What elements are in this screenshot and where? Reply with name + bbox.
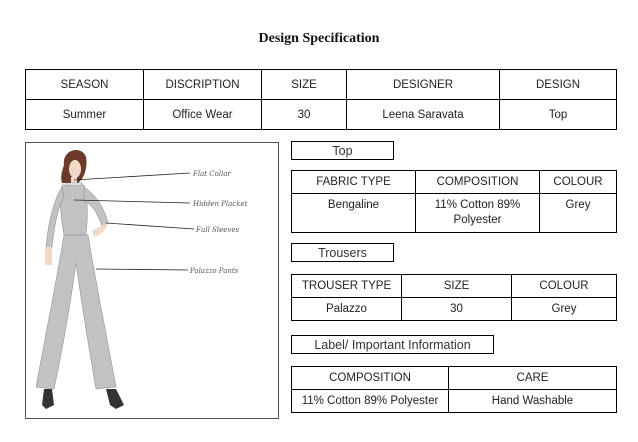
header-composition: COMPOSITION: [292, 367, 449, 390]
figure-sketch: [26, 143, 280, 420]
callout-line-collar: [74, 173, 190, 180]
header-description: DISCRIPTION: [144, 70, 262, 100]
value-composition: 11% Cotton 89% Polyester: [292, 390, 449, 413]
design-spec-table: [25, 69, 617, 130]
header-care: CARE: [449, 367, 617, 390]
value-designer: Leena Saravata: [347, 100, 500, 130]
value-care: Hand Washable: [449, 390, 617, 413]
table-row: [292, 194, 617, 233]
face-shape: [69, 160, 81, 178]
top-shape: [61, 185, 88, 235]
header-fabric-type: FABRIC TYPE: [292, 171, 416, 194]
label-info-table: [291, 366, 617, 413]
value-size: 30: [402, 298, 512, 321]
table-header-row: [292, 171, 617, 194]
header-colour: COLOUR: [540, 171, 617, 194]
callout-flat-collar: Flat Collar: [193, 170, 231, 178]
trouser-table: [291, 274, 617, 321]
callout-palazzo-pants: Palazzo Pants: [190, 267, 239, 275]
right-sleeve-shape: [84, 187, 108, 227]
section-label-trousers: Trousers: [291, 243, 394, 262]
value-colour: Grey: [512, 298, 617, 321]
right-shoe-shape: [106, 389, 124, 409]
table-header-row: [292, 275, 617, 298]
table-header-row: [292, 367, 617, 390]
table-row: [26, 100, 617, 130]
header-season: SEASON: [26, 70, 144, 100]
callout-line-sleeves: [106, 223, 194, 229]
section-label-important-info: Label/ Important Information: [291, 335, 494, 354]
header-colour: COLOUR: [512, 275, 617, 298]
value-colour: Grey: [540, 194, 617, 233]
left-hand-shape: [45, 247, 52, 265]
section-label-top: Top: [291, 141, 394, 160]
page-title: Design Specification: [258, 31, 380, 46]
fashion-illustration: [25, 142, 279, 419]
value-description: Office Wear: [144, 100, 262, 130]
top-fabric-table: [291, 170, 617, 233]
header-size: SIZE: [402, 275, 512, 298]
callout-hidden-placket: Hidden Placket: [193, 200, 248, 208]
header-designer: DESIGNER: [347, 70, 500, 100]
value-size: 30: [262, 100, 347, 130]
value-season: Summer: [26, 100, 144, 130]
header-composition: COMPOSITION: [416, 171, 540, 194]
callout-full-sleeves: Full Sleeves: [196, 226, 240, 234]
callout-line-pants: [96, 269, 188, 270]
value-trouser-type: Palazzo: [292, 298, 402, 321]
table-header-row: [26, 70, 617, 100]
left-shoe-shape: [42, 389, 54, 409]
table-row: [292, 390, 617, 413]
header-size: SIZE: [262, 70, 347, 100]
header-design: DESIGN: [500, 70, 617, 100]
value-fabric-type: Bengaline: [292, 194, 416, 233]
header-trouser-type: TROUSER TYPE: [292, 275, 402, 298]
right-hand-shape: [92, 223, 108, 237]
value-design: Top: [500, 100, 617, 130]
value-composition: 11% Cotton 89% Polyester: [416, 194, 540, 233]
table-row: [292, 298, 617, 321]
